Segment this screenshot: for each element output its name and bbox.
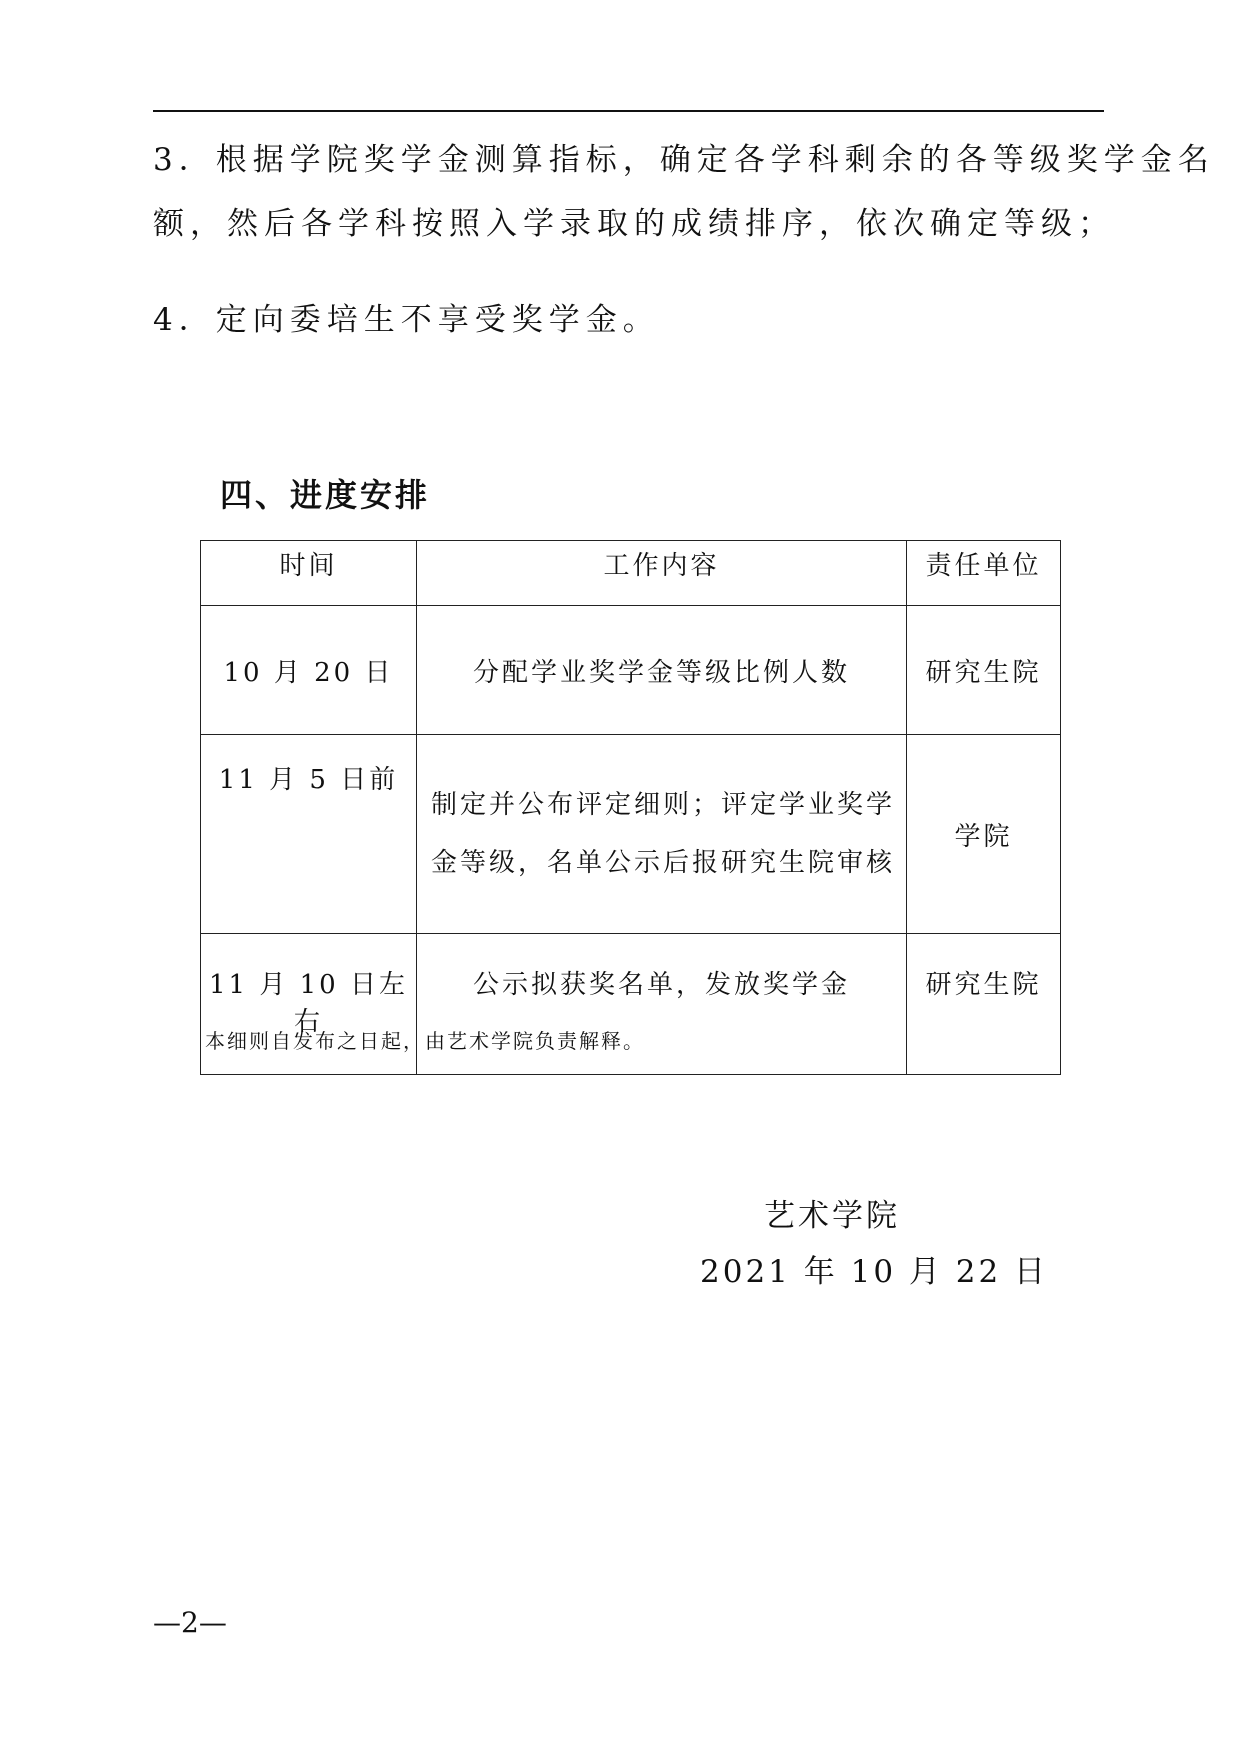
signature-date: 2021 年 10 月 22 日 xyxy=(700,1254,1049,1290)
header-rule xyxy=(153,110,1104,112)
item-3-line-1: 3．根据学院奖学金测算指标，确定各学科剩余的各等级奖学金名 xyxy=(153,142,1215,178)
table-header-row xyxy=(201,541,1061,606)
row-content: 制定并公布评定细则；评定学业奖学金等级，名单公示后报研究生院审核 xyxy=(417,735,907,934)
table-row xyxy=(201,735,1061,934)
header-time: 时间 xyxy=(201,541,417,606)
row-time: 10 月 20 日 xyxy=(201,606,417,735)
interpretation-note: 本细则自发布之日起，由艺术学院负责解释。 xyxy=(205,1029,645,1053)
row-unit: 研究生院 xyxy=(907,934,1061,1075)
schedule-table xyxy=(200,540,1061,1075)
row-unit: 研究生院 xyxy=(907,606,1061,735)
table-row xyxy=(201,606,1061,735)
page-number: —2— xyxy=(153,1606,227,1639)
signature-org: 艺术学院 xyxy=(764,1198,900,1234)
header-unit: 责任单位 xyxy=(907,541,1061,606)
row-content: 分配学业奖学金等级比例人数 xyxy=(417,606,907,735)
item-3-line-2: 额，然后各学科按照入学录取的成绩排序，依次确定等级； xyxy=(153,206,1115,242)
row-unit: 学院 xyxy=(907,735,1061,934)
row-content: 公示拟获奖名单，发放奖学金 xyxy=(417,934,907,1075)
item-4: 4．定向委培生不享受奖学金。 xyxy=(153,302,660,338)
row-time: 11 月 10 日左右 xyxy=(201,934,417,1075)
header-content: 工作内容 xyxy=(417,541,907,606)
row-time: 11 月 5 日前 xyxy=(201,735,417,934)
section-heading: 四、进度安排 xyxy=(220,476,431,514)
